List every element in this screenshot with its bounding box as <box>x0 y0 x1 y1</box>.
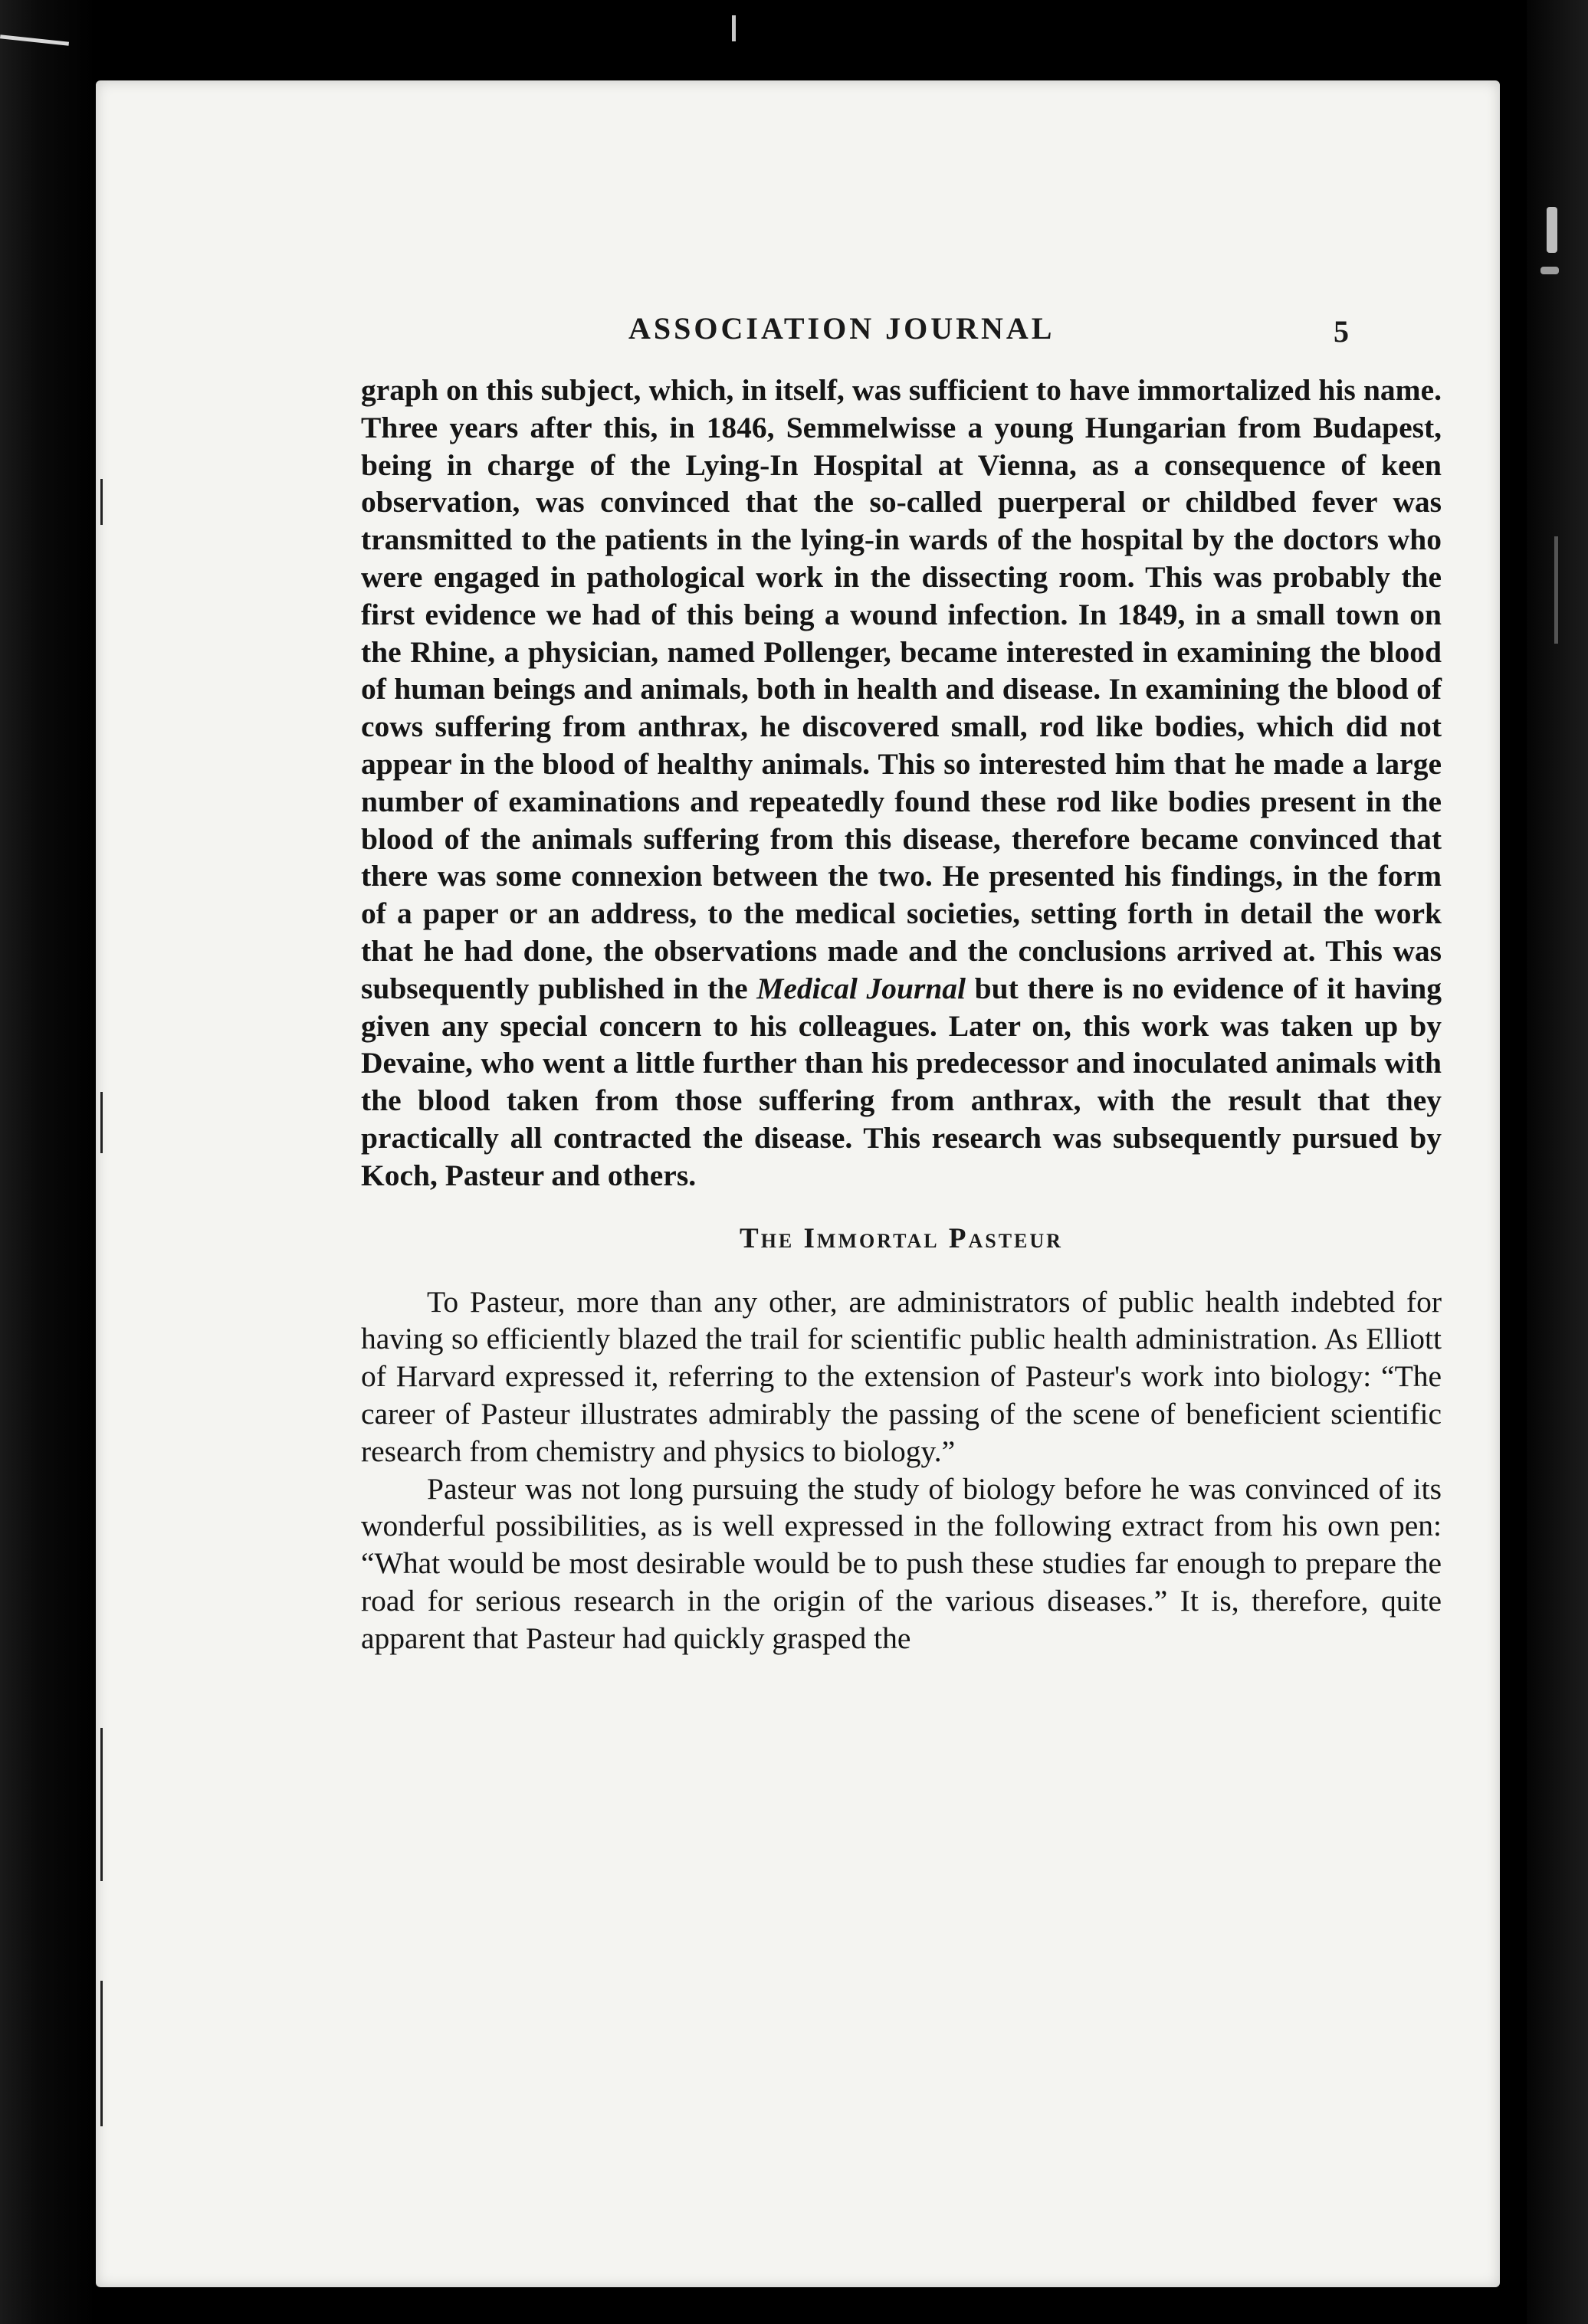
scan-artifact-mark <box>732 15 736 41</box>
journal-name-italic: Medical Journal <box>756 971 966 1005</box>
body-paragraph: To Pasteur, more than any other, are administrators of public health indebted for having so efficiently blazed the trail for scientific public health administration. As Elliott of Harvard expressed it, referring to the extension of Pasteur's work into biology: “The career of Pasteur illustrates admirably the passing of the scene of beneficient scientific research from chemistry and physics to biology.” <box>361 1284 1442 1468</box>
paragraph-text: but there is no evidence of it having given any special concern to his colleagues. Later on, this work was taken up by Devaine, who went a little further than his predecessor and inoculated animals with the blood taken from those suffering from anthrax, with the result that they practically all contracted the disease. This research was subsequently pursued by Koch, Pasteur and others. <box>361 971 1442 1192</box>
scanned-page <box>96 80 1500 2287</box>
article-text-column <box>361 372 1442 1657</box>
body-paragraph <box>361 372 1442 1195</box>
scan-right-margin <box>1527 0 1588 2324</box>
scan-artifact-mark <box>1547 207 1557 253</box>
journal-title: ASSOCIATION JOURNAL <box>628 311 1055 346</box>
page-gutter-line <box>100 1728 103 1881</box>
scan-artifact-mark <box>1554 536 1558 644</box>
page-gutter-line <box>100 1092 103 1153</box>
body-paragraph: Pasteur was not long pursuing the study of biology before he was convinced of its wonderful possibilities, as is well expressed in the following extract from his own pen: “What would be most desirable would be to push these studies far enough to prepare the road for serious research in the origin of the various diseases.” It is, therefore, quite apparent that Pasteur had quickly grasped the <box>361 1471 1442 1655</box>
section-heading: The Immortal Pasteur <box>740 1222 1063 1254</box>
scan-left-margin <box>0 0 96 2324</box>
page-gutter-line <box>100 1981 103 2126</box>
running-head <box>96 310 1500 356</box>
paragraph-text: graph on this subject, which, in itself, was sufficient to have immortalized his name. Three years after this, in 1846, Semmelwisse a young Hungarian from Budapest, being in charge of the Lying-In Hospital at Vienna, as a consequence of keen observation, was convinced that the so-called puerperal or childbed fever was transmitted to the patients in the lying-in wards of the hospital by the doctors who were engaged in pathological work in the dissecting room. This was probably the first evidence we had of this being a wound infection. In 1849, in a small town on the Rhine, a physician, named Pollenger, became interested in examining the blood of human beings and animals, both in health and disease. In examining the blood of cows suffering from anthrax, he discovered small, rod like bodies, which did not appear in the blood of healthy animals. This so interested him that he made a large number of examinations and repeatedly found these rod like bodies present in the blood of the animals suffering from this disease, therefore became convinced that there was some connexion between the two. He presented his findings, in the form of a paper or an address, to the medical societies, setting forth in detail the work that he had done, the observations made and the conclusions arrived at. This was subsequently published in the <box>361 373 1442 1005</box>
page-gutter-line <box>100 479 103 525</box>
scan-artifact-mark <box>1540 267 1559 274</box>
page-number: 5 <box>1334 314 1349 349</box>
